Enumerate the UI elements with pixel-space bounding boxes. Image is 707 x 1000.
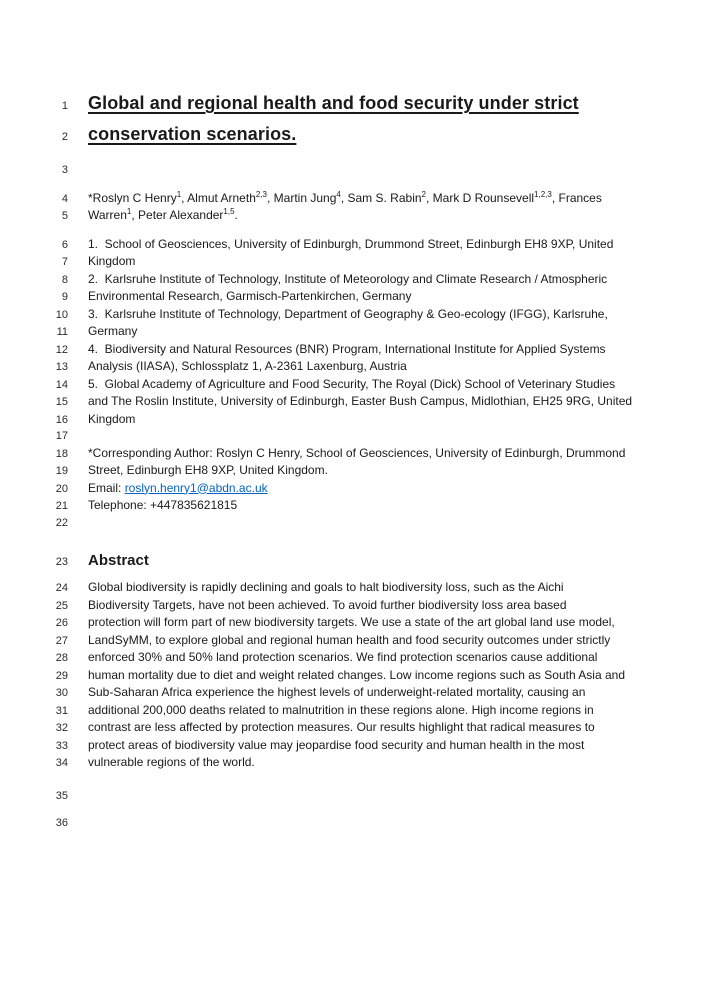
line-number: 9 <box>61 291 68 303</box>
text-segment: 3. Karlsruhe Institute of Technology, Department of Geography & Geo-ecology (IFGG), Karlsruhe, <box>88 306 608 321</box>
line-row-17 <box>0 428 707 445</box>
affiliation-superscript: 1 <box>176 189 182 199</box>
line-number: 5 <box>61 210 68 222</box>
text-segment: conservation scenarios. <box>88 124 297 144</box>
line-row-6 <box>0 236 707 254</box>
line-number: 20 <box>55 482 68 495</box>
affiliation-superscript: 1,5 <box>223 207 235 216</box>
line-number: 32 <box>55 722 68 734</box>
line-row-26 <box>0 614 707 632</box>
text-line <box>88 306 608 323</box>
text-segment: Sub-Saharan Africa experience the highest levels of underweight-related mortality, causing an <box>88 685 586 699</box>
line-row-7 <box>0 253 707 271</box>
text-segment: 4. Biodiversity and Natural Resources (BNR) Program, International Institute for Applied Systems <box>88 341 606 356</box>
text-line <box>88 480 268 497</box>
line-row-10 <box>0 306 707 324</box>
line-row-1 <box>0 89 707 120</box>
text-segment: 2. Karlsruhe Institute of Technology, Institute of Meteorology and Climate Research / Atmospheric <box>88 271 608 286</box>
text-segment: *Roslyn C Henry <box>88 190 177 205</box>
text-segment: Street, Edinburgh EH8 9XP, United Kingdom. <box>88 463 328 477</box>
text-line <box>88 445 625 462</box>
line-number: 1 <box>61 100 68 112</box>
line-number: 31 <box>55 704 68 717</box>
line-number: 18 <box>55 447 68 460</box>
line-number: 3 <box>61 164 68 176</box>
line-row-34 <box>0 754 707 772</box>
email-link[interactable]: roslyn.henry1@abdn.ac.uk <box>124 480 268 495</box>
text-line <box>88 614 615 631</box>
text-segment: Analysis (IIASA), Schlossplatz 1, A-2361 Laxenburg, Austria <box>88 359 407 373</box>
text-line <box>88 667 625 684</box>
line-number: 7 <box>61 256 68 268</box>
line-row-20 <box>0 480 707 498</box>
text-segment: LandSyMM, to explore global and regional human health and food security outcomes under strictly <box>88 632 611 647</box>
line-row-15 <box>0 393 707 411</box>
paper-title-line <box>88 120 296 148</box>
line-row-27 <box>0 632 707 650</box>
text-segment: , Sam S. Rabin <box>340 190 422 205</box>
text-segment: additional 200,000 deaths related to malnutrition in these regions alone. High income regions in <box>88 702 594 717</box>
text-line <box>88 393 632 410</box>
line-number: 26 <box>55 617 68 629</box>
affiliation-superscript: 2,3 <box>255 189 267 199</box>
line-number: 21 <box>55 500 68 512</box>
line-row-16 <box>0 411 707 429</box>
line-number: 22 <box>55 516 68 529</box>
text-segment: Environmental Research, Garmisch-Partenkirchen, Germany <box>88 289 412 303</box>
line-row-5 <box>0 207 707 225</box>
line-number: 28 <box>55 652 68 664</box>
text-segment: , Almut Arneth <box>181 190 256 205</box>
text-line <box>88 632 610 649</box>
line-row-19 <box>0 462 707 480</box>
line-row-11 <box>0 323 707 341</box>
text-line <box>88 411 135 428</box>
line-number: 35 <box>55 789 68 802</box>
text-segment: Telephone: +447835621815 <box>88 498 238 512</box>
text-segment: Kingdom <box>88 411 136 426</box>
text-segment: Abstract <box>88 552 149 569</box>
line-number: 33 <box>55 739 68 752</box>
affiliation-superscript: 2 <box>421 189 426 199</box>
line-number: 2 <box>61 131 68 143</box>
text-segment: , Mark D Rounsevell <box>425 190 535 205</box>
text-line <box>88 497 237 514</box>
line-row-30 <box>0 684 707 702</box>
line-number: 27 <box>55 634 68 647</box>
line-row-3 <box>0 162 707 179</box>
text-line <box>88 649 597 666</box>
line-row-12 <box>0 341 707 359</box>
line-number: 36 <box>55 817 68 829</box>
line-number: 10 <box>55 308 68 321</box>
abstract-heading <box>88 551 149 571</box>
line-number: 15 <box>55 396 68 408</box>
text-segment: 1. School of Geosciences, University of Edinburgh, Drummond Street, Edinburgh EH8 9XP, United <box>88 236 614 251</box>
text-line <box>88 719 595 736</box>
line-row-8 <box>0 271 707 289</box>
text-line <box>88 737 584 754</box>
line-row-35 <box>0 788 707 805</box>
text-segment: 5. Global Academy of Agriculture and Food Security, The Royal (Dick) School of Veterinary Studies <box>88 376 616 391</box>
text-segment: Global biodiversity is rapidly declining and goals to halt biodiversity loss, such as the Aichi <box>88 580 564 594</box>
line-row-32 <box>0 719 707 737</box>
text-line <box>88 462 328 479</box>
affiliation-superscript: 4 <box>336 189 341 199</box>
text-segment: Kingdom <box>88 254 136 268</box>
text-line <box>88 597 567 614</box>
line-row-23 <box>0 551 707 572</box>
line-number: 14 <box>55 378 68 391</box>
text-line <box>88 236 613 253</box>
line-number: 8 <box>61 273 68 286</box>
text-line <box>88 288 411 305</box>
paper-title-line <box>88 89 579 117</box>
text-line <box>88 271 607 288</box>
line-row-21 <box>0 497 707 515</box>
text-line <box>88 579 564 596</box>
text-segment: Global and regional health and food security under strict <box>88 93 579 113</box>
text-line <box>88 684 585 701</box>
line-number: 13 <box>55 361 68 373</box>
text-line <box>88 323 137 340</box>
line-number: 24 <box>55 582 68 594</box>
text-segment: vulnerable regions of the world. <box>88 755 255 769</box>
text-line <box>88 190 602 207</box>
text-segment: . <box>234 208 238 222</box>
line-number: 11 <box>56 326 68 338</box>
line-row-4 <box>0 190 707 208</box>
text-line <box>88 702 594 719</box>
line-row-24 <box>0 579 707 597</box>
line-row-9 <box>0 288 707 306</box>
text-segment: *Corresponding Author: Roslyn C Henry, School of Geosciences, University of Edinburgh, Drummond <box>88 445 626 460</box>
text-segment: contrast are less affected by protection measures. Our results highlight that radical measures to <box>88 720 595 734</box>
text-segment: human mortality due to diet and weight related changes. Low income regions such as South Asia and <box>88 667 625 682</box>
line-number: 34 <box>55 757 68 769</box>
line-number: 19 <box>55 465 68 477</box>
text-line <box>88 341 606 358</box>
text-segment: , Peter Alexander <box>131 208 224 222</box>
line-number: 12 <box>55 343 68 356</box>
line-row-29 <box>0 667 707 685</box>
text-line <box>88 358 407 375</box>
line-row-25 <box>0 597 707 615</box>
line-row-2 <box>0 120 707 151</box>
line-row-18 <box>0 445 707 463</box>
text-segment: Germany <box>88 324 138 338</box>
text-segment: Email: <box>88 480 125 495</box>
line-number: 16 <box>55 413 68 426</box>
text-segment: and The Roslin Institute, University of Edinburgh, Easter Bush Campus, Midlothian, EH25 9RG, United <box>88 394 633 408</box>
line-row-28 <box>0 649 707 667</box>
line-number: 25 <box>55 599 68 612</box>
text-line <box>88 376 615 393</box>
text-segment: protection will form part of new biodiversity targets. We use a state of the art global land use model, <box>88 615 615 629</box>
line-row-14 <box>0 376 707 394</box>
text-line <box>88 754 255 771</box>
line-number: 6 <box>61 238 68 251</box>
line-row-36 <box>0 815 707 832</box>
text-line <box>88 207 238 224</box>
text-segment: enforced 30% and 50% land protection scenarios. We find protection scenarios cause additional <box>88 650 598 664</box>
line-row-31 <box>0 702 707 720</box>
text-segment: , Frances <box>551 190 602 205</box>
line-row-13 <box>0 358 707 376</box>
line-row-22 <box>0 515 707 532</box>
text-segment: protect areas of biodiversity value may jeopardise food security and human health in the most <box>88 737 585 752</box>
affiliation-superscript: 1 <box>126 207 132 216</box>
line-number: 17 <box>55 430 68 442</box>
line-row-33 <box>0 737 707 755</box>
text-line <box>88 253 135 270</box>
line-number: 29 <box>55 669 68 682</box>
affiliation-superscript: 1,2,3 <box>534 189 552 199</box>
line-number: 4 <box>61 192 68 205</box>
line-number: 23 <box>55 556 68 568</box>
line-number: 30 <box>55 687 68 699</box>
text-segment: Biodiversity Targets, have not been achieved. To avoid further biodiversity loss area based <box>88 597 567 612</box>
text-segment: Warren <box>88 208 127 222</box>
text-segment: , Martin Jung <box>267 190 337 205</box>
